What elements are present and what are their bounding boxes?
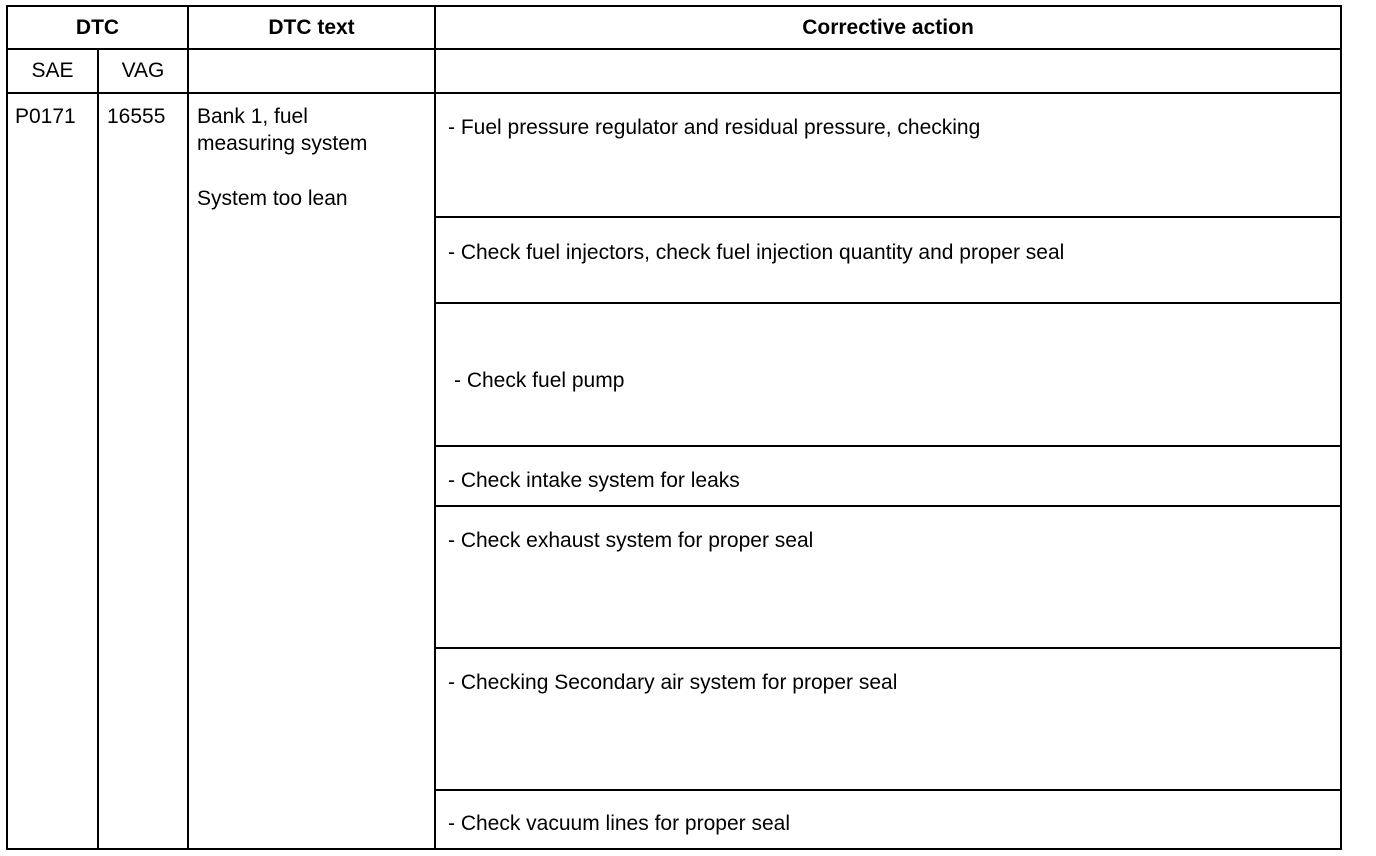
vag-code: 16555 bbox=[107, 105, 166, 128]
action-row bbox=[434, 92, 1342, 218]
action-text: - Check vacuum lines for proper seal bbox=[448, 812, 790, 835]
action-row bbox=[434, 789, 1342, 850]
action-text: - Check exhaust system for proper seal bbox=[448, 529, 814, 552]
header-dtc bbox=[6, 5, 189, 50]
subheader-sae bbox=[6, 48, 99, 94]
action-row bbox=[434, 216, 1342, 304]
subheader-action-empty bbox=[434, 48, 1342, 94]
header-corrective-action bbox=[434, 5, 1342, 50]
cell-dtc-description bbox=[187, 92, 436, 850]
action-row bbox=[434, 647, 1342, 791]
action-text: - Fuel pressure regulator and residual pressure, checking bbox=[448, 116, 981, 139]
dtc-description-bank: Bank 1, fuel measuring system bbox=[197, 105, 368, 155]
header-dtc-text bbox=[187, 5, 436, 50]
action-text: - Check fuel injectors, check fuel injection quantity and proper seal bbox=[448, 241, 1065, 264]
subheader-sae-label: SAE bbox=[31, 59, 74, 82]
action-row bbox=[434, 302, 1342, 447]
header-dtc-label: DTC bbox=[75, 15, 120, 39]
cell-sae-code bbox=[6, 92, 99, 850]
header-corrective-action-label: Corrective action bbox=[802, 15, 974, 39]
cell-vag-code bbox=[97, 92, 189, 850]
sae-code: P0171 bbox=[15, 105, 76, 128]
subheader-vag bbox=[97, 48, 189, 94]
dtc-description-lean: System too lean bbox=[197, 187, 348, 210]
action-text: - Check intake system for leaks bbox=[448, 469, 740, 492]
dtc-table bbox=[6, 5, 1342, 850]
subheader-vag-label: VAG bbox=[121, 59, 165, 82]
action-row bbox=[434, 445, 1342, 507]
action-text: - Check fuel pump bbox=[454, 369, 625, 392]
subheader-dtc-text-empty bbox=[187, 48, 436, 94]
action-row bbox=[434, 505, 1342, 649]
action-text: - Checking Secondary air system for proper seal bbox=[448, 671, 898, 694]
header-dtc-text-label: DTC text bbox=[268, 15, 355, 39]
